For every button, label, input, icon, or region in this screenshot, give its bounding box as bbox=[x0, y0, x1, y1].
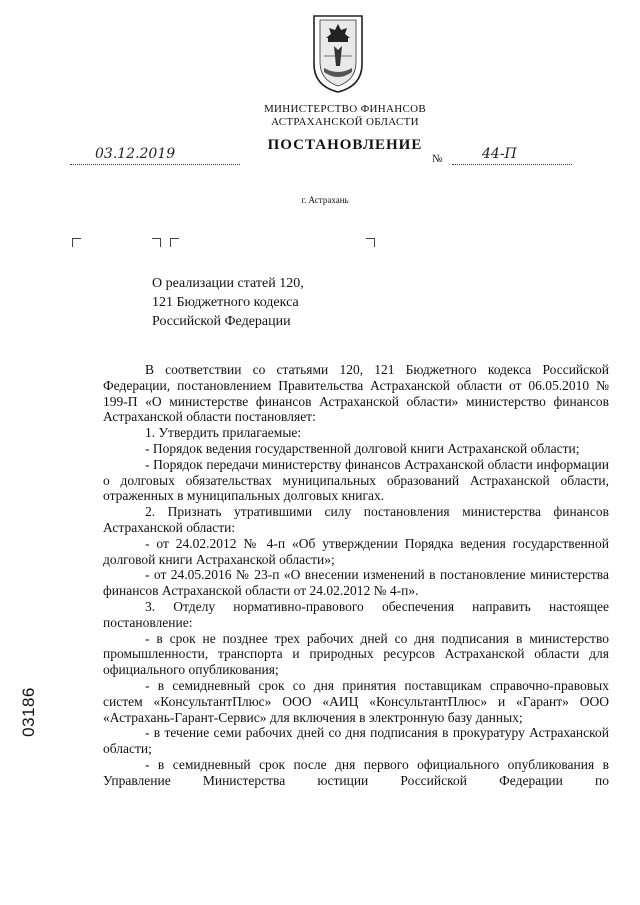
number-underline bbox=[452, 164, 572, 165]
ministry-name-line2: АСТРАХАНСКОЙ ОБЛАСТИ bbox=[271, 116, 419, 128]
body-paragraph: 1. Утвердить прилагаемые: bbox=[145, 425, 302, 441]
document-number: 44-П bbox=[482, 146, 517, 162]
corner-mark-top-left bbox=[170, 238, 179, 247]
corner-mark-top-right bbox=[152, 238, 161, 247]
body-paragraph: 2. Признать утратившими силу постановления министерства финансов Астраханской области: bbox=[103, 504, 609, 535]
body-paragraph: - в семидневный срок со дня принятия поставщикам справочно-правовых систем «КонсультантПлюс» ООО «АИЦ «КонсультантПлюс» и «Гарант» ООО «Астрахань-Гарант-Сервис» для включения в электронную базу данных; bbox=[103, 677, 609, 725]
body-paragraph: - Порядок ведения государственной долговой книги Астраханской области; bbox=[145, 440, 580, 456]
subject-line: О реализации статей 120, bbox=[152, 276, 304, 291]
document-type-title: ПОСТАНОВЛЕНИЕ bbox=[267, 137, 423, 153]
body-paragraph: - от 24.02.2012 № 4-п «Об утверждении Порядка ведения государственной долговой книги Астраханской области»; bbox=[103, 535, 609, 567]
coat-of-arms-icon bbox=[310, 12, 366, 94]
margin-registration-number bbox=[18, 672, 46, 752]
document-subject bbox=[152, 274, 412, 331]
body-paragraph: - Порядок передачи министерству финансов Астраханской области информации о долговых обязательствах муниципальных образований Астраханской области, отраженных в муниципальных долговых книгах. bbox=[103, 456, 609, 504]
number-sign: № bbox=[432, 153, 443, 165]
body-paragraph: 3. Отделу нормативно-правового обеспечения направить настоящее постановление: bbox=[103, 598, 609, 630]
body-paragraph: - в течение семи рабочих дней со дня подписания в прокуратуру Астраханской области; bbox=[103, 725, 609, 757]
body-paragraph: - в семидневный срок после дня первого официального опубликования в Управление Министерства юстиции Российской Федерации по bbox=[103, 756, 609, 788]
body-paragraph: - от 24.05.2016 № 23-п «О внесении изменений в постановление министерства финансов Астраханской области от 24.02.2012 № 4-п». bbox=[103, 567, 609, 599]
registration-number-text: 03186 bbox=[18, 687, 38, 737]
corner-mark-top-right bbox=[366, 238, 375, 247]
ministry-name-line1: МИНИСТЕРСТВО ФИНАНСОВ bbox=[263, 103, 427, 115]
document-date: 03.12.2019 bbox=[95, 146, 176, 162]
body-paragraph: - в срок не позднее трех рабочих дней со дня подписания в министерство промышленности, транспорта и природных ресурсов Астраханской области для официального опубликования; bbox=[103, 630, 609, 678]
body-paragraph: В соответствии со статьями 120, 121 Бюджетного кодекса Российской Федерации, постановлением Правительства Астраханской области от 06.05.2010 № 199-П «О министерстве финансов Астраханской области» министерство финансов Астраханской области постановляет: bbox=[103, 362, 609, 425]
subject-line: Российской Федерации bbox=[152, 314, 291, 329]
city-label: г. Астрахань bbox=[301, 195, 349, 205]
subject-line: 121 Бюджетного кодекса bbox=[152, 295, 299, 310]
date-underline bbox=[70, 164, 240, 165]
document-body bbox=[103, 362, 609, 789]
corner-mark-top-left bbox=[72, 238, 81, 247]
